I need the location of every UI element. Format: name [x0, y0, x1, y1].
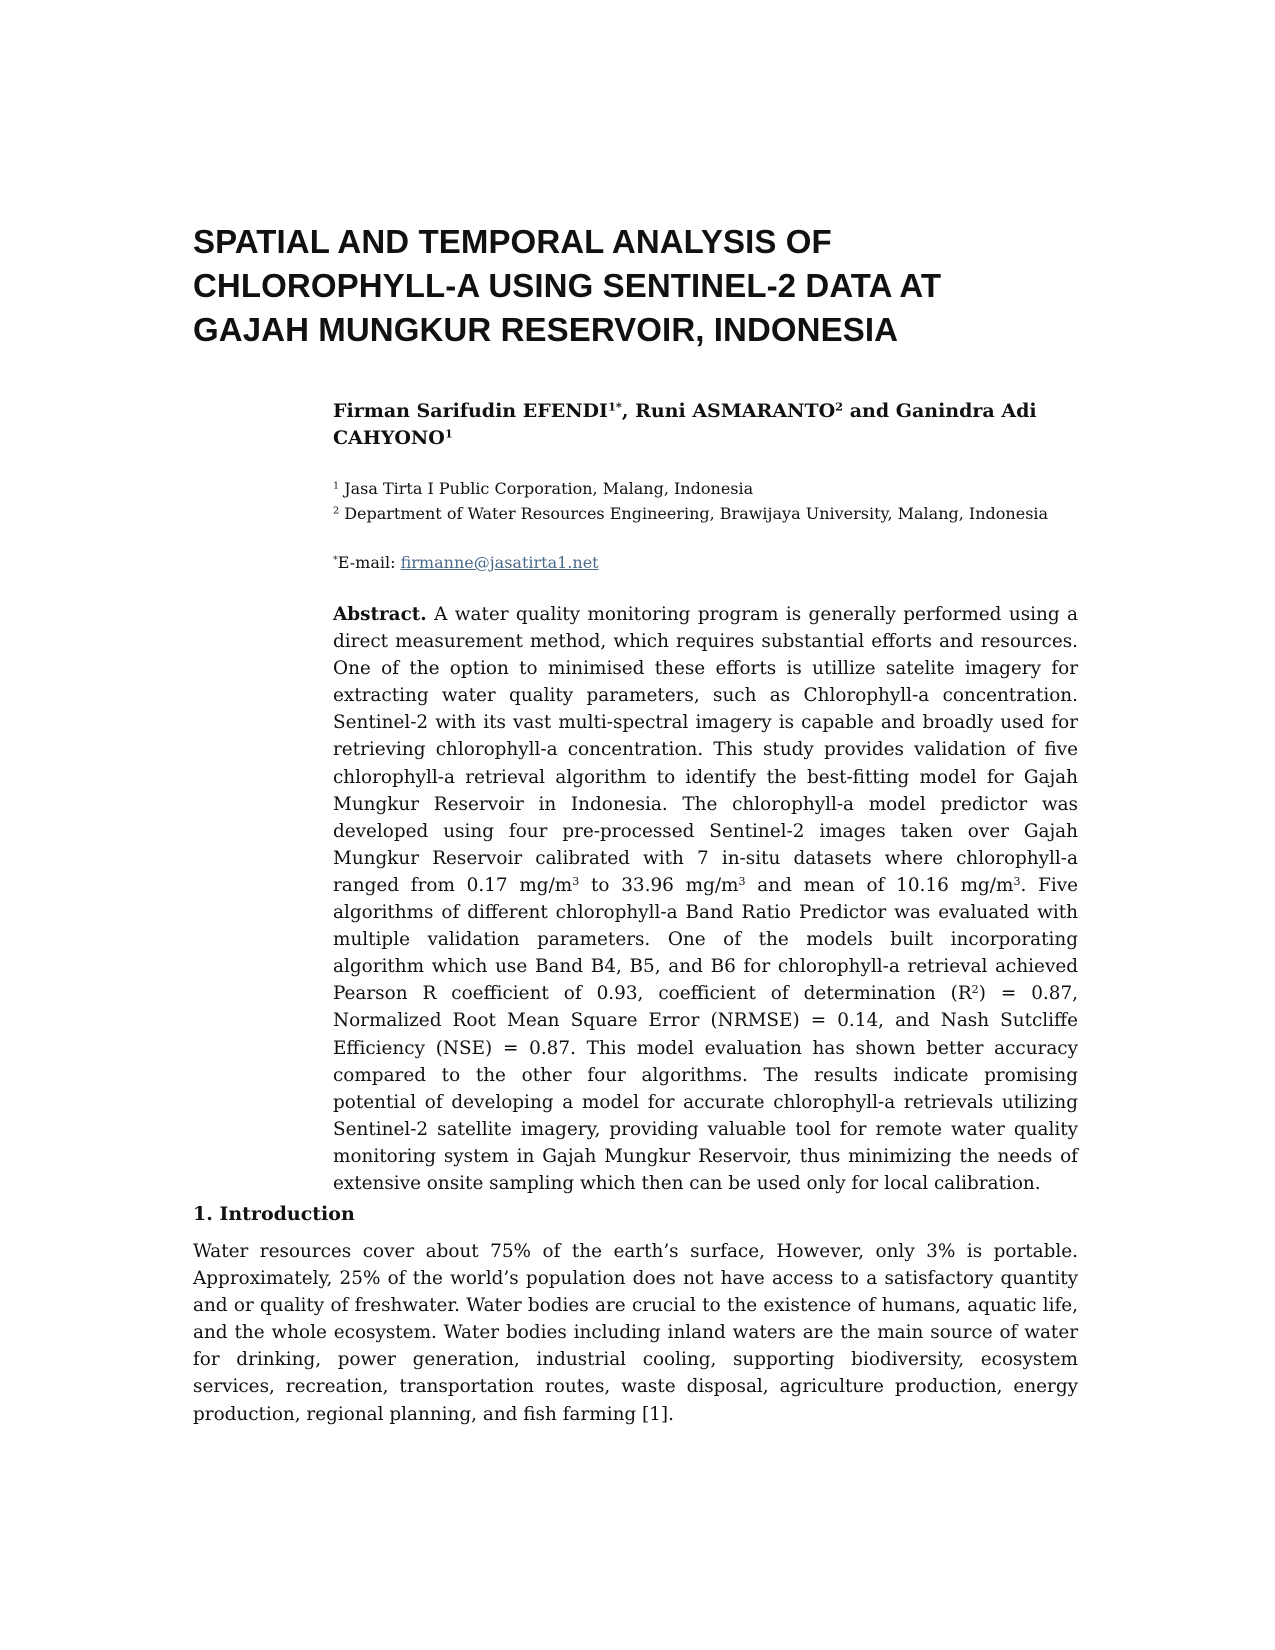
superscript: 2 [971, 983, 979, 997]
abstract-text: A water quality monitoring program is generally performed using a direct measurement method, which requires substantial efforts and resources. One of the option to minimised these efforts is utillize satelite imagery for extracting water quality parameters, such as Chlorophyll-a concentration. Sentinel-2 with its vast multi-spectral imagery is capable and broadly used for retrieving chlorophyll-a concentration. This study provides validation of five chlorophyll-a retrieval algorithm to identify the best-fitting model for Gajah Mungkur Reservoir in Indonesia. The chlorophyll-a model predictor was developed using four pre-processed Sentinel-2 images taken over Gajah Mungkur Reservoir calibrated with 7 in-situ datasets where chlorophyll-a ranged from 0.17 mg/m [333, 604, 1078, 896]
superscript: 3 [572, 874, 580, 888]
author-name: Runi ASMARANTO [635, 400, 836, 422]
affiliation-line [333, 476, 1078, 501]
abstract-text: and mean of 10.16 mg/m [745, 874, 1014, 896]
author-separator: , [621, 400, 636, 422]
section-heading: 1. Introduction [193, 1203, 355, 1225]
author-affiliation-marker: 2 [835, 399, 844, 414]
abstract-text: . Five algorithms of different chlorophyll-a Band Ratio Predictor was evaluated with multiple validation parameters. One of the models built incorporating algorithm which use Band B4, B5, and B6 for chlorophyll-a retrieval achieved Pearson R coefficient of 0.93, coefficient of determination (R [333, 874, 1078, 1005]
title-line: SPATIAL AND TEMPORAL ANALYSIS OF [193, 223, 832, 260]
affiliation-marker: 1 [333, 480, 340, 492]
affiliation-text: Jasa Tirta I Public Corporation, Malang, Indonesia [339, 479, 754, 498]
corresponding-email [333, 551, 1078, 575]
affiliation-line [333, 501, 1078, 526]
abstract-text: to 33.96 mg/m [579, 874, 739, 896]
author-separator: and [843, 400, 896, 422]
affiliation-marker: 2 [333, 505, 340, 517]
superscript: 3 [1013, 874, 1021, 888]
abstract-label: Abstract. [333, 604, 427, 625]
email-label: E-mail: [337, 553, 401, 572]
introduction-paragraph: Water resources cover about 75% of the earth’s surface, However, only 3% is portable. Approximately, 25% of the world’s population does not have access to a satisfactory quantity and or quality of freshwater. Water bodies are crucial to the existence of humans, aquatic life, and the whole ecosystem. Water bodies including inland waters are the main source of water for drinking, power generation, industrial cooling, supporting biodiversity, ecosystem services, recreation, transportation routes, waste disposal, agriculture production, energy production, regional planning, and fish farming [1]. [193, 1241, 1078, 1425]
corresponding-marker: * [333, 554, 338, 566]
abstract [333, 601, 1078, 1197]
email-link[interactable]: firmanne@jasatirta1.net [400, 553, 599, 572]
title-line: CHLOROPHYLL-A USING SENTINEL-2 DATA AT [193, 267, 942, 304]
author-list [333, 398, 1078, 452]
author-name: Ganindra Adi CAHYONO [333, 400, 1037, 449]
paper-title [193, 220, 1093, 352]
abstract-text: ) = 0.87, Normalized Root Mean Square Error (NRMSE) = 0.14, and Nash Sutcliffe Efficiency (NSE) = 0.87. This model evaluation has shown better accuracy compared to the other four algorithms. The results indicate promising potential of developing a model for accurate chlorophyll-a retrievals utilizing Sentinel-2 satellite imagery, providing valuable tool for remote water quality monitoring system in Gajah Mungkur Reservoir, thus minimizing the needs of extensive onsite sampling which then can be used only for local calibration. [333, 983, 1078, 1194]
author-name: Firman Sarifudin EFENDI [333, 400, 608, 422]
author-affiliation-marker: 1 [444, 426, 453, 441]
affiliations [333, 476, 1078, 526]
author-affiliation-marker: 1* [607, 399, 622, 414]
affiliation-text: Department of Water Resources Engineering, Brawijaya University, Malang, Indonesia [339, 504, 1049, 523]
title-line: GAJAH MUNGKUR RESERVOIR, INDONESIA [193, 311, 899, 348]
superscript: 3 [738, 874, 746, 888]
